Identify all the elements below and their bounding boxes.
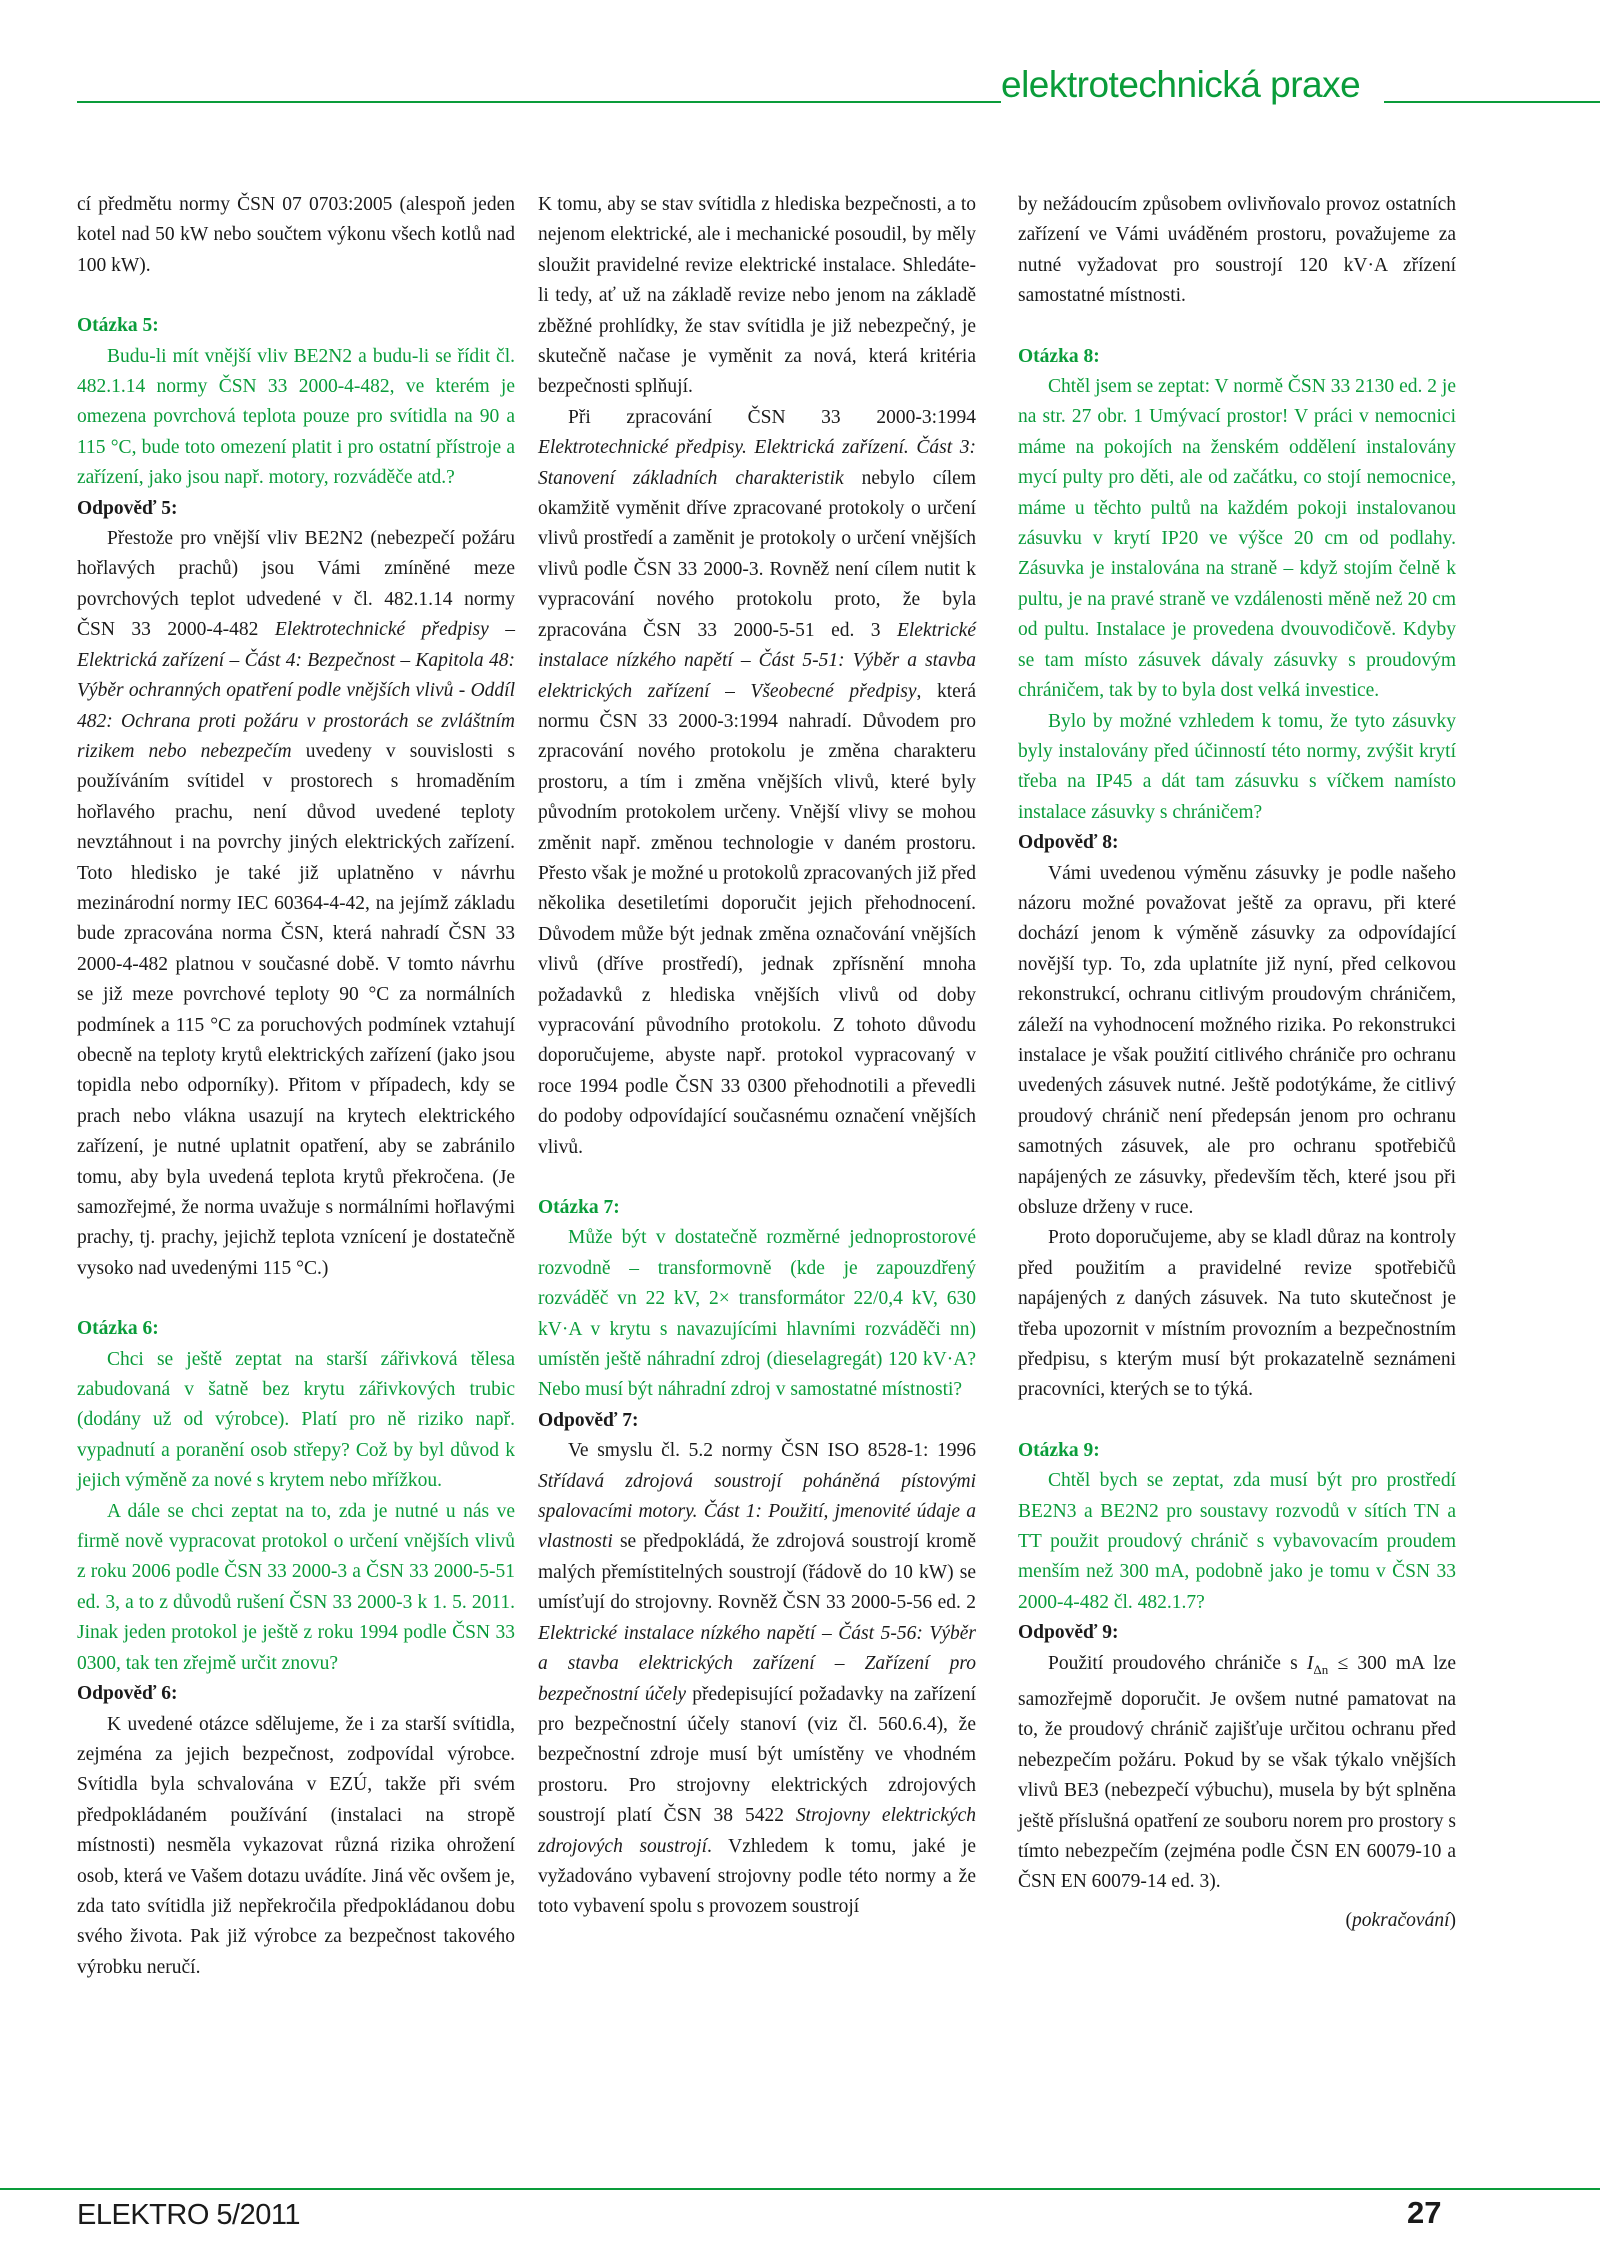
standard-title: Elektrotechnické předpisy. Elektrická zařízení. Část 3: Stanovení základních charakteristik [538,437,976,489]
question-9-text: Chtěl bych se zeptat, zda musí být pro prostředí BE2N3 a BE2N2 pro soustavy rozvodů v sítích TN a TT použit proudový chránič s vybavovacím proudem menším než 300 mA, podobně jako je tomu v ČSN 33 2000-4-482 čl. 482.1.7? [1018,1470,1456,1613]
text-run: , která normu ČSN 33 2000-3:1994 nahradí. Důvodem pro zpracování nového protokolu je změna charakteru prostoru, a tím i změna vnějších vlivů, které byly původním protokolem určeny. Vnější vlivy se mohou změnit např. změnou technologie v daném prostoru. Přesto však je možné u protokolů zpracovaných již před několika desetiletími doporučit jejich přehodnocení. Důvodem může být jednak změna označování vnějších vlivů (dříve prostředí), jednak zpřísnění mnoha požadavků z hlediska vnějších vlivů od doby vypracování původního protokolu. Z tohoto důvodu doporučujeme, abyste např. protokol vypracovaný v roce 1994 podle ČSN 33 0300 přehodnotili a převedli do podoby odpovídající současnému označení vnějších vlivů. [538,680,976,1158]
column-2 [538,190,976,1923]
footer-rule [0,2188,1600,2190]
continuation-label: pokračování [1352,1909,1450,1931]
question-6-heading: Otázka 6: [77,1318,159,1340]
question-7-heading: Otázka 7: [538,1197,620,1218]
paragraph [538,403,976,1163]
answer-5-heading: Odpověď 5: [77,497,178,519]
issue-label: ELEKTRO 5/2011 [77,2199,300,2231]
text-run: ≤ 300 mA lze samozřejmě doporučit. Je ovšem nutné pamatovat na to, že proudový chránič zajišťuje určitou ochranu před nebezpečím požáru. Pokud by se však týkalo vnějších vlivů BE3 (nebezpečí výbuchu), musela by být splněna ještě příslušná opatření ze souboru norem pro prostory s tímto nebezpečím (zejména podle ČSN EN 60079-10 a ČSN EN 60079-14 ed. 3). [1018,1652,1456,1893]
text-run: Použití proudového chrániče s [1048,1652,1307,1674]
question-5-text: Budu-li mít vnější vliv BE2N2 a budu-li se řídit čl. 482.1.14 normy ČSN 33 2000-4-482, ve kterém je omezena povrchová teplota pouze pro svítidla na 90 a 115 °C, bude toto omezení platit i pro ostatní přístroje a zařízení, jako jsou např. motory, rozváděče atd.? [77,345,515,489]
answer-7-text [538,1436,976,1923]
text-run: . Vzhledem k tomu, jaké je vyžadováno vybavení strojovny podle této normy a že toto vybavení spolu s provozem soustrojí [538,1835,976,1918]
text-run: nebylo cílem okamžitě vyměnit dříve zpracované protokoly o určení vlivů prostředí a zaměnit je protokoly o určení vnějších vlivů podle ČSN 33 2000-3. Rovněž není cílem nutit k vypracování nového protokolu proto, že byla zpracována ČSN 33 2000-5-51 ed. 3 [538,467,977,641]
question-9-heading: Otázka 9: [1018,1439,1100,1461]
page-number: 27 [1407,2195,1442,2230]
standard-title: Strojovny elektrických zdrojových soustrojí [538,1805,976,1857]
text-run: uvedeny v souvislosti s používáním svítidel v prostorech s hromaděním hořlavého prachu, není důvod uvedené teploty nevztáhnout i na povrchy jiných elektrických zařízení. Toto hledisko je také již uplatněno v návrhu mezinárodní normy IEC 60364-4-42, na jejímž základu bude zpracována norma ČSN, která nahradí ČSN 33 2000-4-482 platnou v současné době. V tomto návrhu se již meze povrchové teploty 90 °C za normálních podmínek a 115 °C za poruchových podmínek vztahují obecně na teploty krytů elektrických zařízení (jako jsou topidla nebo odporníky). Přitom v případech, kdy se prach nebo vlákna usazují na krytech elektrického zařízení, je nutné uplatnit opatření, aby se zabránilo tomu, aby byla uvedená teplota krytů překročena. (Je samozřejmé, že norma uvažuje s normálními hořlavými prachy, tj. prachy, jejichž teplota vznícení je dostatečně vysoko nad uvedenými 115 °C.) [77,740,515,1279]
text-run: Přestože pro vnější vliv BE2N2 (nebezpečí požáru hořlavých prachů) jsou Vámi zmíněné meze povrchových teplot udvedené v čl. 482.1.14 normy ČSN 33 2000-4-482 [77,528,515,641]
paragraph: by nežádoucím způsobem ovlivňovalo provoz ostatních zařízení ve Vámi uváděném prostoru, považujeme za nutné vyžadovat pro soustrojí 120 kV·A zřízení samostatné místnosti. [1018,194,1456,307]
answer-8-text-continued: Proto doporučujeme, aby se kladl důraz na kontroly před použitím a pravidelné revize spotřebičů napájených z daných zásuvek. Na tuto skutečnost je třeba upozornit v místním provozním a bezpečnostním předpisu, s kterým musí být prokazatelně seznámeni pracovníci, kterých se to týká. [1018,1227,1456,1401]
standard-title: Elektrické instalace nízkého napětí – Část 5-56: Výběr a stavba elektrických zařízení – Zařízení pro bezpečnostní účely [538,1622,976,1705]
question-8-heading: Otázka 8: [1018,345,1100,367]
standard-title: Elektrotechnické předpisy – Elektrická zařízení – Část 4: Bezpečnost – Kapitola 48: Výběr ochranných opatření podle vnějších vlivů - Oddíl 482: Ochrana proti požáru v prostorách se zvláštním rizikem nebo nebezpečím [77,619,516,762]
paren-close: ) [1449,1909,1456,1931]
answer-8-text: Vámi uvedenou výměnu zásuvky je podle našeho názoru možné považovat ještě za opravu, při které dochází jenom k výměně zásuvky za odpovídající novější typ. To, zda uplatníte již nyní, před celkovou rekonstrukcí, ochranu citlivým proudovým chráničem, záleží na vyhodnocení možného rizika. Po rekonstrukci instalace je však použití citlivého chrániče pro ochranu uvedených zásuvek nutné. Ještě podotýkáme, že citlivý proudový chránič není předepsán jenom pro ochranu samotných zásuvek, ale pro ochranu spotřebičů napájených ze zásuvky, především těch, které jsou při obsluze drženy v ruce. [1018,862,1456,1218]
answer-6-heading: Odpověď 6: [77,1683,178,1705]
standard-title: Elektrické instalace nízkého napětí – Část 5-51: Výběr a stavba elektrických zařízení – Všeobecné předpisy [538,619,976,702]
answer-6-text: K uvedené otázce sdělujeme, že i za starší svítidla, zejména za jejich bezpečnost, zodpovídal výrobce. Svítidla byla schvalována v EZÚ, takže při svém předpokládaném používání (instalaci na stropě místnosti) nesměla vykazovat různá rizika ohrožení osob, která ve Vašem dotazu uvádíte. Jiná věc ovšem je, zda tato svítidla již nepřekročila předpokládanou dobu svého života. Pak již výrobce za bezpečnost takového výrobku neručí. [77,1713,515,1978]
header-rule-right [1384,101,1600,103]
answer-7-heading: Odpověď 7: [538,1409,639,1431]
header-rule-left [77,101,1001,103]
current-symbol-subscript: Δn [1313,1661,1329,1677]
text-run: předepisující požadavky na zařízení pro bezpečnostní účely stanoví (viz čl. 560.6.4), že bezpečnostní zdroje musí být umístěny ve vhodném prostoru. Pro strojovny elektrických zdrojových soustrojí platí ČSN 38 5422 [538,1683,976,1827]
question-7-text: Může být v dostatečně rozměrné jednoprostorové rozvodně – transformovně (kde je zapouzdřený rozváděč vn 22 kV, 2× transformátor 22/0,4 kV, 630 kV·A v krytu s navazujícími hlavními rozváděči nn) umístěn ještě náhradní zdroj (dieselagregát) 120 kV·A? Nebo musí být náhradní zdroj v samostatné místnosti? [538,1227,976,1401]
answer-9-text [1018,1649,1456,1898]
current-symbol: I [1306,1652,1314,1674]
question-5-heading: Otázka 5: [77,315,159,337]
paren-open: ( [1345,1909,1353,1931]
paragraph: cí předmětu normy ČSN 07 0703:2005 (alespoň jeden kotel nad 50 kW nebo součtem výkonu všech kotlů nad 100 kW). [77,194,515,276]
standard-title: Střídavá zdrojová soustrojí poháněná pístovými spalovacími motory. Část 1: Použití, jmenovité údaje a vlastnosti [538,1470,976,1553]
answer-9-heading: Odpověď 9: [1018,1622,1119,1644]
continuation-note [1018,1906,1456,1936]
answer-5-text [77,524,515,1284]
question-6-text: Chci se ještě zeptat na starší zářivková tělesa zabudovaná v šatně bez krytu zářivkových trubic (dodány už od výrobce). Platí pro ně riziko např. vypadnutí a poranění osob střepy? Což by byl důvod k jejich výměně za nové s krytem nebo mřížkou. [77,1348,515,1492]
question-8-text: Chtěl jsem se zeptat: V normě ČSN 33 2130 ed. 2 je na str. 27 obr. 1 Umývací prostor! V práci v nemocnici máme na pokojích na ženském oddělení instalovány mycí pulty pro děti, ale od začátku, co stojí nemocnice, máme u těchto pultů na každém pokoji instalovanou zásuvku v krytí IP20 ve výšce 20 cm od podlahy. Zásuvka je instalována na straně – když stojím čelně k pultu, je na pravé straně ve vzdálenosti měně než 20 cm od pultu. Instalace je provedena dvouvodičově. Kdyby se tam místo zásuvek dávaly zásuvky s proudovým chráničem, tak by to byla dost velká investice. [1018,376,1456,702]
answer-8-heading: Odpověď 8: [1018,832,1119,854]
text-run: Ve smyslu čl. 5.2 normy ČSN ISO 8528-1: 1996 [568,1440,976,1462]
question-6-text-continued: A dále se chci zeptat na to, zda je nutné u nás ve firmě nově vypracovat protokol o určení vnějších vlivů z roku 2006 podle ČSN 33 2000-3 a ČSN 33 2000-5-51 ed. 3, a to z důvodů rušení ČSN 33 2000-3 k 1. 5. 2011. Jinak jeden protokol je ještě z roku 1994 podle ČSN 33 0300, tak ten zřejmě určit znovu? [77,1500,515,1674]
column-3 [1018,190,1456,1936]
column-1 [77,190,515,1983]
question-8-text-continued: Bylo by možné vzhledem k tomu, že tyto zásuvky byly instalovány před účinností této normy, zvýšit krytí třeba na IP45 a dát tam zásuvku s víčkem namísto instalace zásuvky s chráničem? [1018,710,1456,823]
text-run: se předpokládá, že zdrojová soustrojí kromě malých přemístitelných soustrojí (řádově do 10 kW) se umísťují do strojovny. Rovněž ČSN 33 2000-5-56 ed. 2 [538,1531,976,1614]
text-run: Při zpracování ČSN 33 2000-3:1994 [568,406,976,428]
section-title: elektrotechnická praxe [1001,64,1361,105]
paragraph: K tomu, aby se stav svítidla z hlediska bezpečnosti, a to nejenom elektrické, ale i mechanické posoudil, by měly sloužit pravidelné revize elektrické instalace. Shledáte-li tedy, ať už na základě revize nebo jenom na základě zběžné prohlídky, že stav svítidla je již nebezpečný, je skutečně načase je vyměnit za nová, která kritéria bezpečnosti splňují. [538,194,976,398]
